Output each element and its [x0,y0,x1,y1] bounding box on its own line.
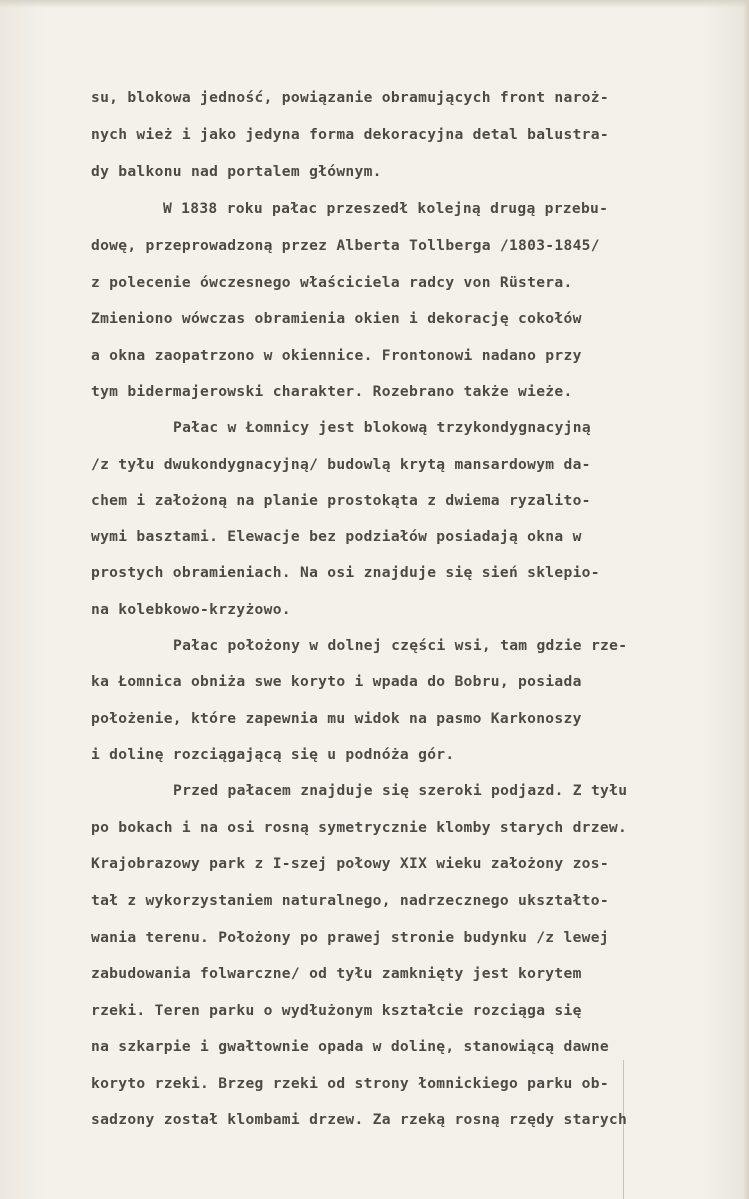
text-line: su, blokowa jedność, powiązanie obramujących front naroż- [91,89,609,106]
text-line: tym bidermajerowski charakter. Rozebrano także wieże. [91,383,573,400]
text-line: Pałac w Łomnicy jest blokową trzykondygnacyjną [173,419,591,436]
text-line: Zmieniono wówczas obramienia okien i dekorację cokołów [91,310,582,327]
text-line: a okna zaopatrzono w okiennice. Frontonowi nadano przy [91,347,582,364]
text-line: z polecenie ówczesnego właściciela radcy von Rüstera. [91,274,573,291]
text-line: sadzony został klombami drzew. Za rzeką rosną rzędy starych [91,1111,628,1128]
text-line: Pałac położony w dolnej części wsi, tam gdzie rze- [173,637,628,654]
text-line: ka Łomnica obniża swe koryto i wpada do Bobru, posiada [91,673,582,690]
text-line: chem i założoną na planie prostokąta z dwiema ryzalito- [91,492,591,509]
text-line: i dolinę rozciągającą się u podnóża gór. [91,746,455,763]
text-line: tał z wykorzystaniem naturalnego, nadrzecznego ukształto- [91,892,609,909]
text-line: położenie, które zapewnia mu widok na pasmo Karkonoszy [91,710,582,727]
text-line: wania terenu. Położony po prawej stronie budynku /z lewej [91,929,609,946]
text-line: /z tyłu dwukondygnacyjną/ budowlą krytą mansardowym da- [91,456,591,473]
text-line: nych wież i jako jedyna forma dekoracyjna detal balustra- [91,126,609,143]
text-line: na kolebkowo-krzyżowo. [91,601,291,618]
text-line: dowę, przeprowadzoną przez Alberta Tollberga /1803-1845/ [91,237,600,254]
text-line: rzeki. Teren parku o wydłużonym kształcie rozciąga się [91,1002,582,1019]
text-line: Krajobrazowy park z I-szej połowy XIX wieku założony zos- [91,855,609,872]
text-line: Przed pałacem znajduje się szeroki podjazd. Z tyłu [173,782,628,799]
text-line: wymi basztami. Elewacje bez podziałów posiadają okna w [91,528,582,545]
text-line: koryto rzeki. Brzeg rzeki od strony łomnickiego parku ob- [91,1075,609,1092]
text-line: zabudowania folwarczne/ od tyłu zamknięty jest korytem [91,965,582,982]
text-line: po bokach i na osi rosną symetrycznie klomby starych drzew. [91,819,628,836]
text-line: dy balkonu nad portalem głównym. [91,163,382,180]
text-line: W 1838 roku pałac przeszedł kolejną drugą przebu- [163,200,609,217]
text-line: prostych obramieniach. Na osi znajduje się sień sklepio- [91,564,600,581]
text-line: na szkarpie i gwałtownie opada w dolinę, stanowiącą dawne [91,1038,609,1055]
